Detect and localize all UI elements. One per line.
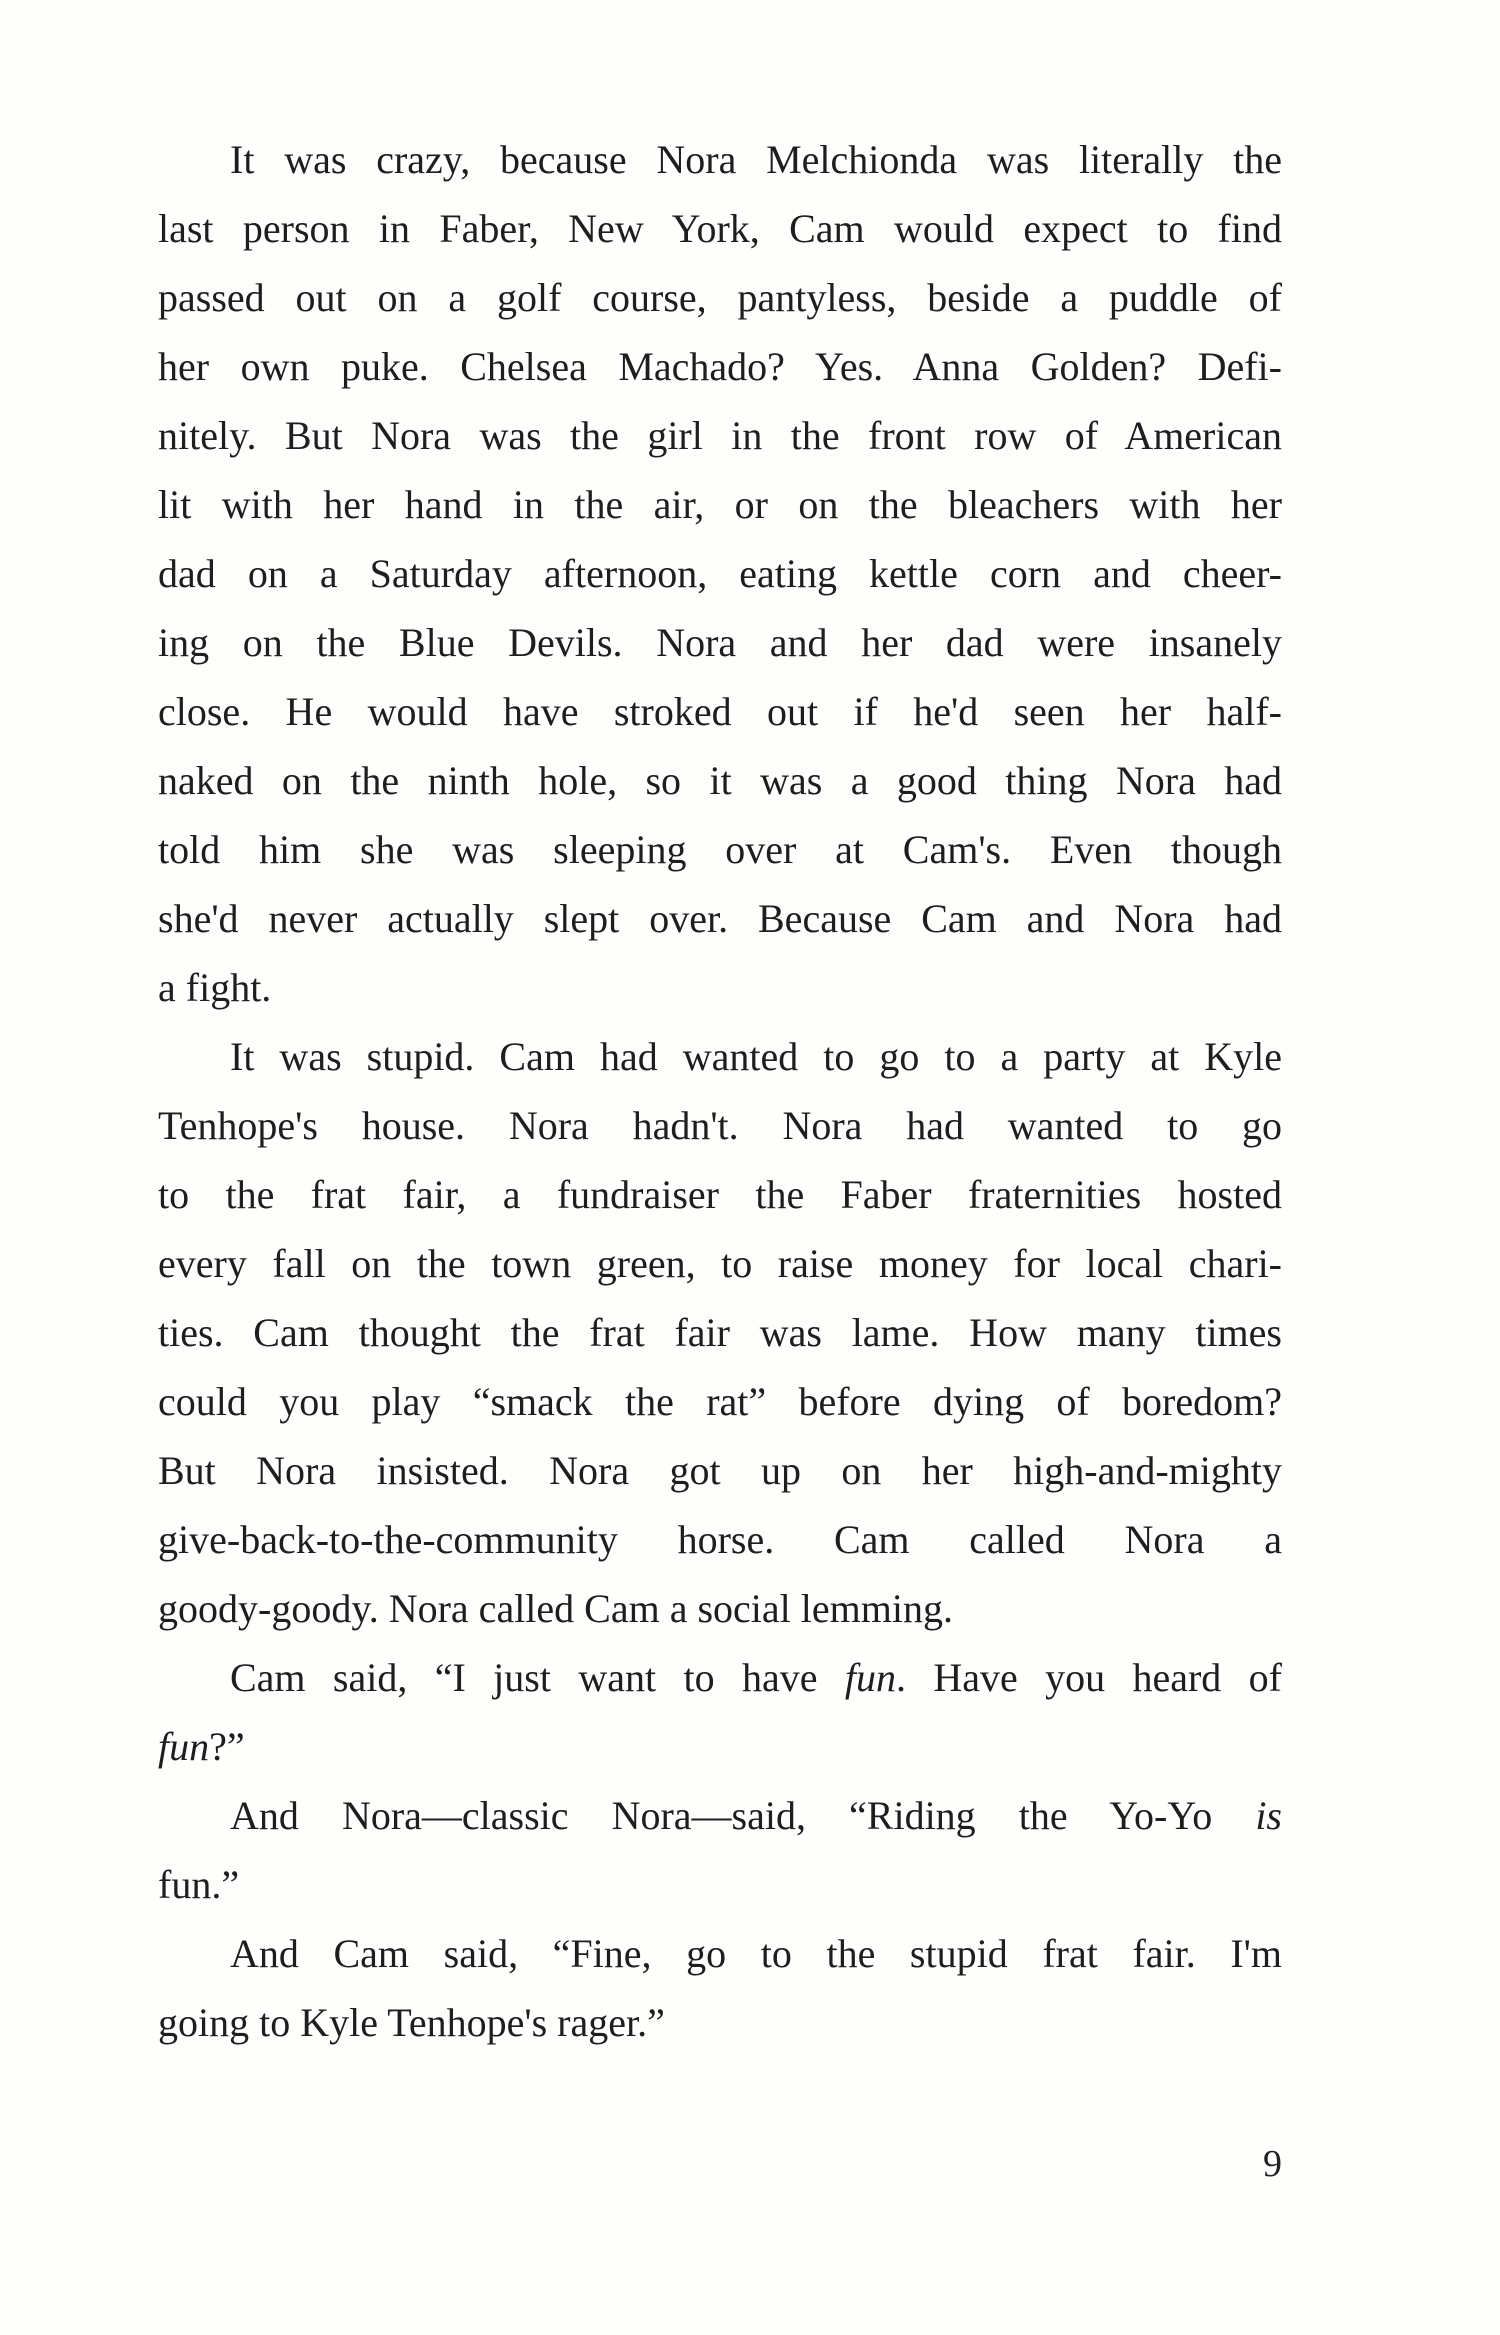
paragraph-1 xyxy=(158,125,1282,1022)
text-line: close. He would have stroked out if he'd seen her half- xyxy=(158,689,1282,734)
text-line: It was stupid. Cam had wanted to go to a party at Kyle xyxy=(230,1034,1282,1079)
text-line: could you play “smack the rat” before dying of boredom? xyxy=(158,1379,1282,1424)
italic-text: fun xyxy=(158,1724,210,1769)
paragraph-5 xyxy=(158,1919,1282,2057)
text-line: naked on the ninth hole, so it was a good thing Nora had xyxy=(158,758,1282,803)
text-line: her own puke. Chelsea Machado? Yes. Anna Golden? Defi- xyxy=(158,344,1282,389)
text-line: Tenhope's house. Nora hadn't. Nora had wanted to go xyxy=(158,1103,1282,1148)
text-run: And Nora—classic Nora—said, “Riding the Yo-Yo xyxy=(230,1793,1256,1838)
text-line: going to Kyle Tenhope's rager.” xyxy=(158,2000,665,2045)
text-line: to the frat fair, a fundraiser the Faber fraternities hosted xyxy=(158,1172,1282,1217)
text-line: And Cam said, “Fine, go to the stupid frat fair. I'm xyxy=(230,1931,1282,1976)
text-line: nitely. But Nora was the girl in the front row of American xyxy=(158,413,1282,458)
paragraph-4 xyxy=(158,1781,1282,1919)
text-line: It was crazy, because Nora Melchionda was literally the xyxy=(230,137,1282,182)
text-line: she'd never actually slept over. Because Cam and Nora had xyxy=(158,896,1282,941)
text-line xyxy=(158,1643,1282,1712)
text-line: goody-goody. Nora called Cam a social lemming. xyxy=(158,1586,953,1631)
paragraph-3 xyxy=(158,1643,1282,1781)
text-line: ing on the Blue Devils. Nora and her dad were insanely xyxy=(158,620,1282,665)
body-text xyxy=(158,125,1282,2057)
text-line xyxy=(158,1712,1282,1781)
page-number: 9 xyxy=(1263,2143,1282,2185)
text-line: every fall on the town green, to raise money for local chari- xyxy=(158,1241,1282,1286)
text-line: a fight. xyxy=(158,965,272,1010)
text-line: told him she was sleeping over at Cam's. Even though xyxy=(158,827,1282,872)
text-line: last person in Faber, New York, Cam would expect to find xyxy=(158,206,1282,251)
italic-text: is xyxy=(1255,1793,1282,1838)
text-line: But Nora insisted. Nora got up on her high-and-mighty xyxy=(158,1448,1282,1493)
italic-text: fun xyxy=(844,1655,896,1700)
text-line: ties. Cam thought the frat fair was lame. How many times xyxy=(158,1310,1282,1355)
paragraph-2 xyxy=(158,1022,1282,1643)
text-line: passed out on a golf course, pantyless, beside a puddle of xyxy=(158,275,1282,320)
text-run: . Have you heard of xyxy=(895,1655,1282,1700)
text-line: give-back-to-the-community horse. Cam called Nora a xyxy=(158,1517,1282,1562)
text-run: ?” xyxy=(209,1724,245,1769)
text-line: fun.” xyxy=(158,1862,240,1907)
text-line: dad on a Saturday afternoon, eating kettle corn and cheer- xyxy=(158,551,1282,596)
text-run: Cam said, “I just want to have xyxy=(230,1655,845,1700)
text-line xyxy=(158,1781,1282,1850)
text-line: lit with her hand in the air, or on the bleachers with her xyxy=(158,482,1282,527)
